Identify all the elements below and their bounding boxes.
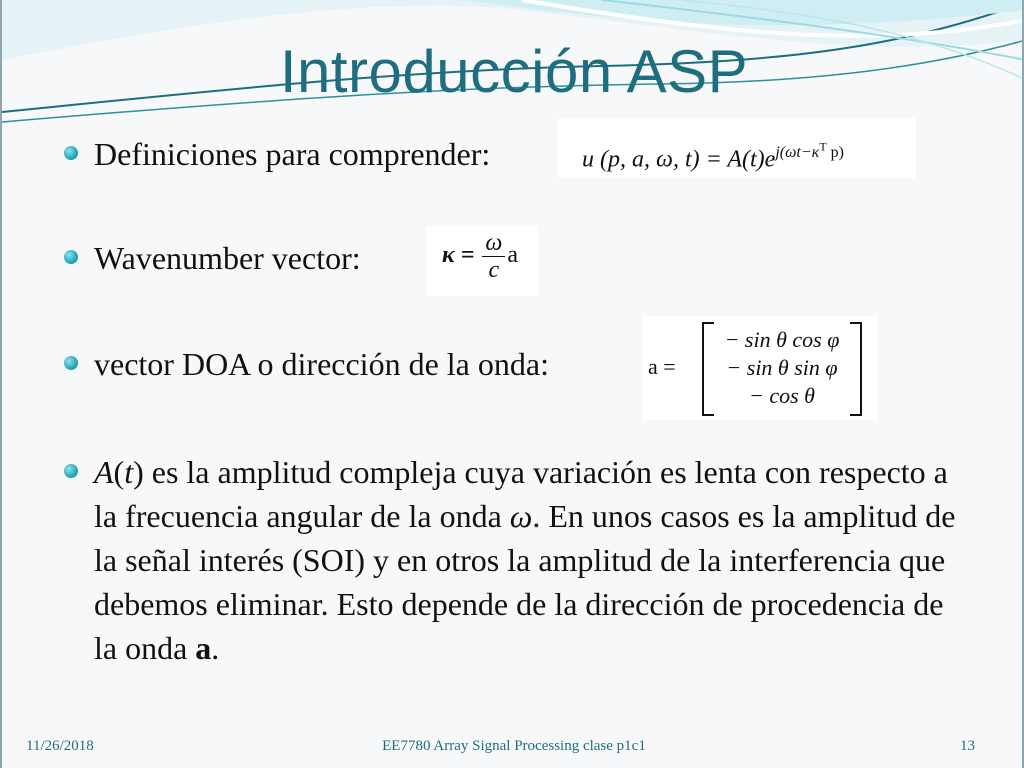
- signal-equation: [558, 118, 916, 178]
- amplitude-symbol: A: [94, 454, 114, 490]
- signal-exponent-end: p): [826, 144, 844, 162]
- omega-symbol: ω: [509, 498, 533, 534]
- signal-exponent: j(ωt−κ: [775, 144, 820, 162]
- time-symbol: t: [124, 454, 134, 490]
- signal-exponent-sup: T: [819, 140, 827, 154]
- doa-matrix: [702, 322, 862, 412]
- bullet-dot-icon: [64, 464, 78, 478]
- doa-lhs: a =: [648, 354, 676, 379]
- open-paren: (: [113, 454, 125, 490]
- doa-row-1: − sin θ cos φ: [724, 327, 840, 352]
- footer-date: 11/26/2018: [26, 738, 94, 754]
- bullet-text: Definiciones para comprender:: [94, 136, 491, 172]
- wavenumber-equation: [426, 226, 538, 296]
- bullet-dot-icon: [64, 356, 78, 370]
- vector-a-symbol: a: [195, 630, 212, 666]
- wavenumber-rhs: a: [507, 242, 518, 269]
- footer-course: EE7780 Array Signal Processing clase p1c1: [382, 738, 646, 754]
- page-title: Introducción ASP: [279, 38, 749, 105]
- paragraph-seg1: es la amplitud compleja cuya variación es lenta con respecto a la frecuencia angular de la onda: [94, 454, 948, 534]
- wavenumber-denominator: c: [488, 257, 500, 283]
- doa-row-3: − cos θ: [749, 383, 815, 408]
- doa-equation: [642, 316, 878, 420]
- footer-page-number: 13: [960, 738, 975, 754]
- bullet-text: Wavenumber vector:: [94, 240, 361, 276]
- doa-row-2: − sin θ sin φ: [726, 355, 838, 380]
- right-bracket: [850, 322, 862, 416]
- bullet-dot-icon: [64, 146, 78, 160]
- bullet-dot-icon: [64, 250, 78, 264]
- wavenumber-numerator: ω: [482, 230, 505, 257]
- paragraph-end: .: [211, 630, 220, 666]
- close-paren: ): [133, 454, 144, 490]
- paragraph-seg2: . En unos casos es la amplitud de la señal interés (SOI) y en otros la amplitud de la interferencia que debemos eliminar. Esto depende de la dirección de procedencia de la onda: [94, 498, 956, 666]
- left-bracket: [702, 322, 714, 416]
- wavenumber-fraction: [482, 230, 505, 283]
- signal-equation-lhs: u (p, a, ω, t) = A(t)e: [582, 146, 776, 173]
- amplitude-paragraph: [94, 450, 964, 670]
- wavenumber-lhs: κ =: [442, 242, 481, 269]
- bullet-text: vector DOA o dirección de la onda:: [94, 346, 549, 382]
